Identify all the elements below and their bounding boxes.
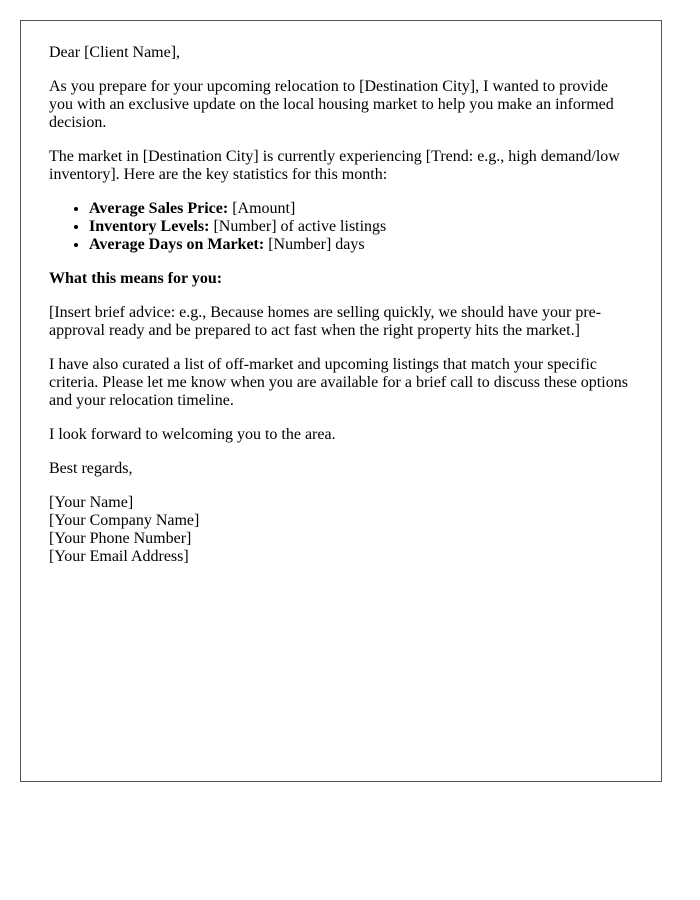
signature-email: [Your Email Address] xyxy=(49,548,189,565)
signature-company: [Your Company Name] xyxy=(49,512,200,529)
stat-item-sales-price xyxy=(89,200,633,218)
stat-value: [Number] days xyxy=(264,236,365,253)
closing-line: I look forward to welcoming you to the area. xyxy=(49,426,336,443)
stat-label: Average Days on Market: xyxy=(89,236,265,253)
stat-label: Inventory Levels: xyxy=(89,218,210,235)
signature-name: [Your Name] xyxy=(49,494,134,511)
stat-value: [Number] of active listings xyxy=(209,218,387,235)
stat-label: Average Sales Price: xyxy=(89,200,229,217)
meaning-heading: What this means for you: xyxy=(49,270,223,287)
intro-paragraph: As you prepare for your upcoming relocation to [Destination City], I wanted to provide you with an exclusive update on the local housing market to help you make an informed decision. xyxy=(49,78,614,131)
signature-block xyxy=(49,494,633,566)
listings-paragraph: I have also curated a list of off-market and upcoming listings that match your specific criteria. Please let me know when you are available for a brief call to discuss these options and your relocation timeline. xyxy=(49,356,628,409)
signoff: Best regards, xyxy=(49,460,133,477)
letter-page xyxy=(20,20,662,782)
signature-phone: [Your Phone Number] xyxy=(49,530,192,547)
market-paragraph: The market in [Destination City] is currently experiencing [Trend: e.g., high demand/low inventory]. Here are the key statistics for this month: xyxy=(49,148,620,183)
stat-item-days-on-market xyxy=(89,236,633,254)
advice-paragraph: [Insert brief advice: e.g., Because homes are selling quickly, we should have your pre-approval ready and be prepared to act fast when the right property hits the market.] xyxy=(49,304,602,339)
stat-value: [Amount] xyxy=(228,200,296,217)
stat-item-inventory xyxy=(89,218,633,236)
greeting: Dear [Client Name], xyxy=(49,44,181,61)
stats-list xyxy=(49,200,633,254)
